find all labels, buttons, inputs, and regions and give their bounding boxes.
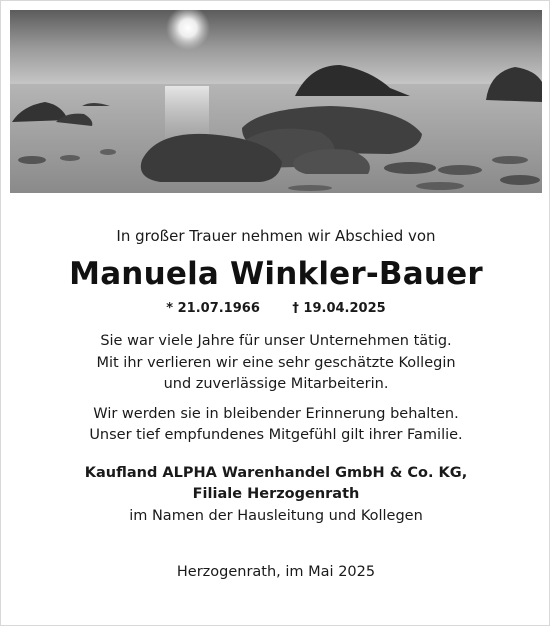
life-dates — [1, 299, 550, 319]
death-date: † 19.04.2025 — [292, 301, 386, 316]
company-name — [1, 463, 550, 506]
intro-line: In großer Trauer nehmen wir Abschied von — [116, 227, 436, 245]
condolence-line: Wir werden sie in bleibender Erinnerung behalten. — [93, 405, 459, 422]
birth-date: * 21.07.1966 — [166, 301, 260, 316]
company-line: Filiale Herzogenrath — [192, 486, 360, 502]
notice-text — [1, 225, 550, 527]
tribute-paragraph — [1, 331, 550, 396]
seascape-photo — [10, 10, 542, 193]
tribute-line: und zuverlässige Mitarbeiterin. — [163, 376, 389, 392]
tribute-line: Mit ihr verlieren wir eine sehr geschätzte Kollegin — [96, 354, 456, 371]
deceased-name: Manuela Winkler-Bauer — [69, 256, 483, 292]
company-line: Kaufland ALPHA Warenhandel GmbH & Co. KG, — [84, 464, 468, 481]
place-and-date: Herzogenrath, im Mai 2025 — [176, 564, 376, 580]
company-note: im Namen der Hausleitung und Kollegen — [129, 507, 423, 524]
tribute-line: Sie war viele Jahre für unser Unternehmen tätig. — [100, 333, 452, 349]
condolence-line: Unser tief empfundenes Mitgefühl gilt ihrer Familie. — [89, 427, 463, 443]
condolence-paragraph — [1, 404, 550, 447]
